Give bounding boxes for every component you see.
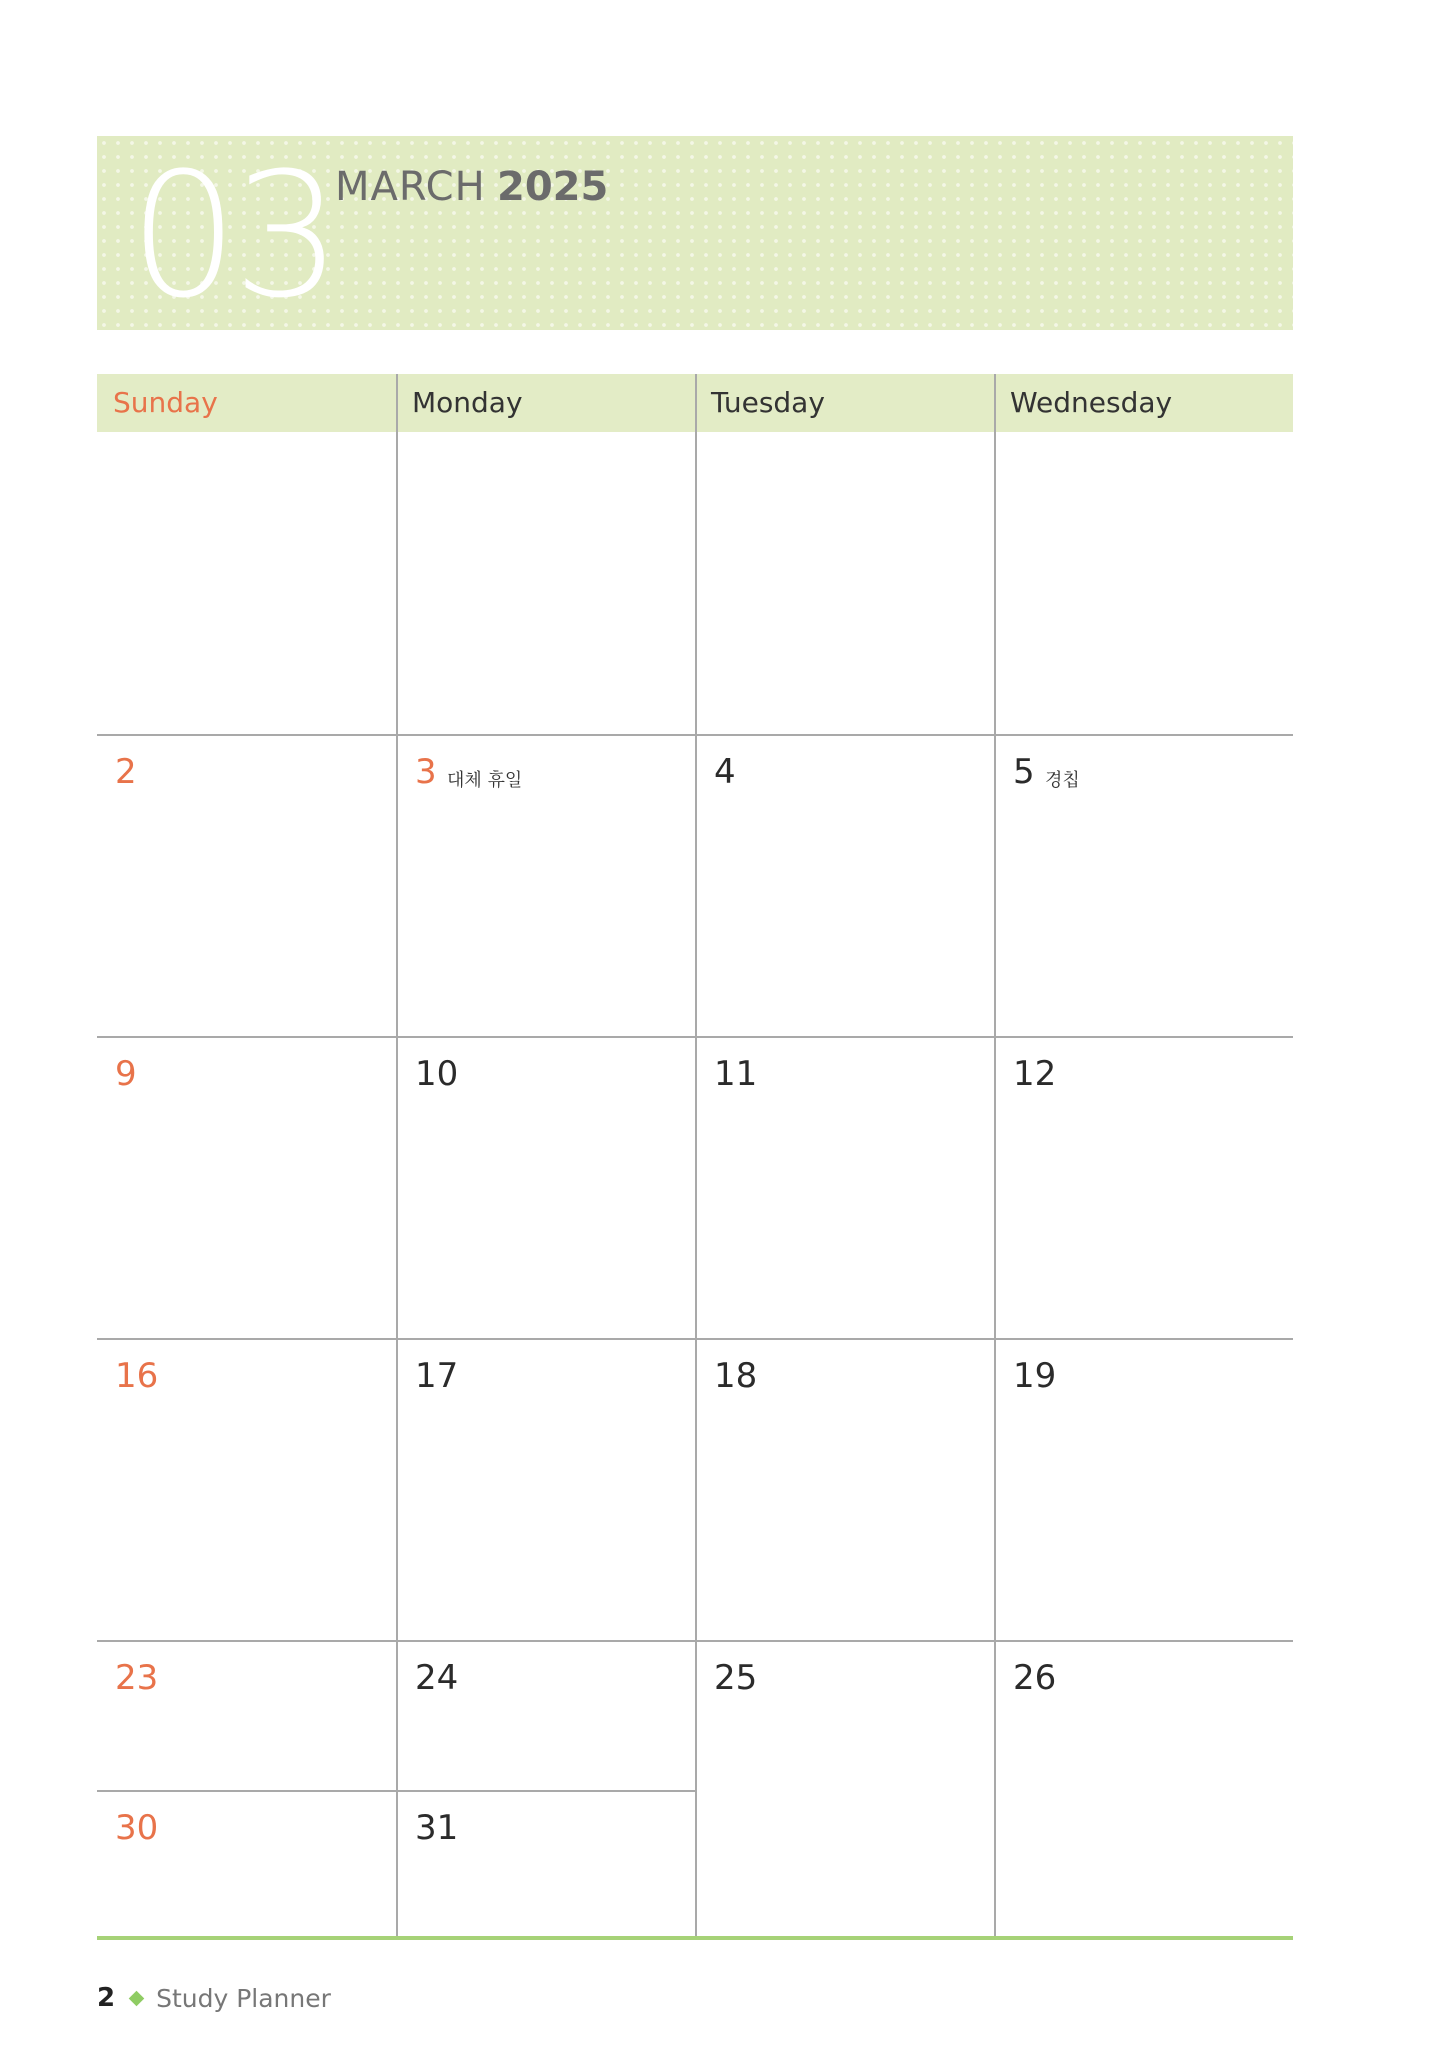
day-25[interactable]: 25 — [714, 1658, 758, 1698]
day-31[interactable]: 31 — [415, 1808, 459, 1848]
day-11[interactable]: 11 — [714, 1054, 758, 1094]
weekday-tuesday: Tuesday — [711, 386, 825, 419]
day-16[interactable]: 16 — [115, 1356, 159, 1396]
year: 2025 — [497, 164, 609, 210]
month-banner — [97, 135, 1293, 336]
day-5[interactable]: 5 — [1013, 752, 1035, 792]
day-17[interactable]: 17 — [415, 1356, 459, 1396]
day-12[interactable]: 12 — [1013, 1054, 1057, 1094]
grid-vline-2 — [695, 374, 697, 1936]
grid-hline-1 — [97, 734, 1293, 736]
month-name: MARCH — [335, 164, 486, 210]
day-26[interactable]: 26 — [1013, 1658, 1057, 1698]
day-9[interactable]: 9 — [115, 1054, 137, 1094]
grid-vline-3 — [994, 374, 996, 1936]
grid-hline-3 — [97, 1338, 1293, 1340]
weekday-monday: Monday — [412, 386, 523, 419]
weekday-wednesday: Wednesday — [1010, 386, 1173, 419]
grid-hline-2 — [97, 1036, 1293, 1038]
day-3-note: 대체 휴일 — [447, 770, 523, 791]
day-24[interactable]: 24 — [415, 1658, 459, 1698]
page-number: 2 — [97, 1983, 116, 2013]
grid-hline-split — [97, 1790, 696, 1792]
grid-hline-4 — [97, 1640, 1293, 1642]
day-5-note: 경칩 — [1045, 770, 1080, 791]
bottom-rule — [97, 1936, 1293, 1940]
day-19[interactable]: 19 — [1013, 1356, 1057, 1396]
day-4[interactable]: 4 — [714, 752, 736, 792]
day-23[interactable]: 23 — [115, 1658, 159, 1698]
day-30[interactable]: 30 — [115, 1808, 159, 1848]
weekday-sunday: Sunday — [113, 386, 218, 419]
month-number: 03 — [129, 135, 336, 336]
page-footer — [97, 1980, 331, 2016]
grid-vline-1 — [396, 374, 398, 1936]
book-title: Study Planner — [156, 1983, 331, 2013]
diamond-icon — [129, 1990, 145, 2006]
day-3[interactable]: 3 — [415, 752, 437, 792]
day-2[interactable]: 2 — [115, 752, 137, 792]
day-10[interactable]: 10 — [415, 1054, 459, 1094]
day-18[interactable]: 18 — [714, 1356, 758, 1396]
